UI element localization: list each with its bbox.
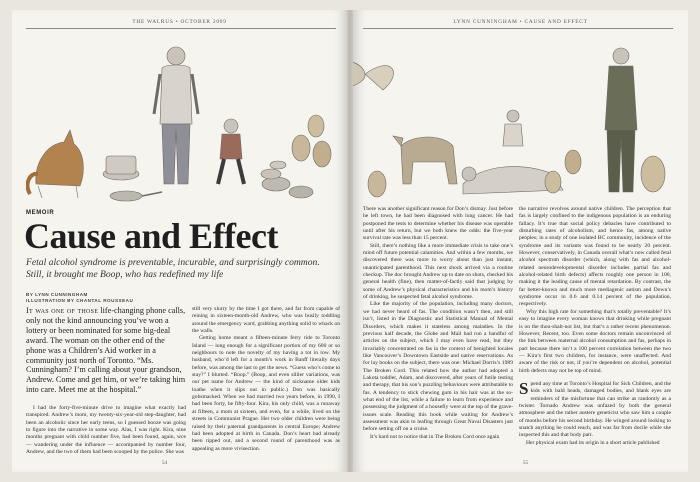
drop-cap: S [519,378,529,398]
lede-smallcaps: It was one of those [26,306,99,315]
woman-illustration [154,47,198,184]
body-column-4 [519,206,671,447]
paragraph: It’s hard not to notice that in The Broken Cord once again [370,433,500,440]
article-title: Cause and Effect [24,216,278,256]
flying-owl-illustration [353,61,393,90]
lede-text: life-changing phone calls, only not the kind announcing you’ve won a lottery or been nominated for some big-deal award. The woman on the other end of the phone was a Children’s Aid worker in a community just north of Toronto. “Ms. Cunningham? I’m calling about your grandson, Andrew. Come and get him, or we’re taking him into care. Meet me at the hospital.” [26,306,186,395]
owl-illustration [641,156,665,192]
child-illustration [503,110,523,146]
paragraph: Her physical exam had its origin in a short article published [526,439,660,446]
paragraph: Why this high rate for something that’s totally preventable? It’s easy to imagine every woman knows that drinking while pregnant is on the thou-shalt-not list, but that’s a rather recent phenomenon. However, Recent, too. Even some doctors remain unconvinced of the link between maternal alcohol consumption and fas, perhaps in part because there isn’t a 100 percent correlation between the two — Kira’s first two children, for instance, were unaffected. And aware of the risk or not, if you’re dependent on alcohol, potential birth defects may not be top of mind. [519,308,671,374]
header-rule [363,28,673,29]
fox-illustration [28,130,84,198]
owls-illustration [292,115,331,167]
running-head: LYNN CUNNINGHAM • CAUSE AND EFFECT [453,19,588,25]
kicker: MEMOIR [26,210,55,216]
paragraph: Like the majority of the population, including many doctors, we had never heard of fas. The condition wasn’t then, and still isn’t, listed in the Diagnostic and Statistical Manual of Mental Disorders, which makes it stateless among maladies. In the previous half decade, the Globe and Mail had run a handful of articles on the subject, which I may even have read, but they invariably concentrated on fas in the context of benighted locales like Vancouver’s Downtown Eastside and native reservations. As for lay books on the subject, there was one: Michael Dorris’s 1989 The Broken Cord. This related how the author had adopted a Lakota toddler, Adam, and discovered, after years of futile testing and therapy, that his son’s puzzling behaviours were attributable to fas. A tendency to stick chewing gum in his hair was at the so-what end of the list, while a failure to learn from experience and possessing the judgment of a housefly were at the top of the grave-issues scale. Reading this book while waiting for Andrew’s assessment was akin to leafing through Great Naval Disasters just before setting off on a cruise. [363,301,513,433]
man-illustration [605,48,637,192]
body-column-1 [26,405,186,456]
paragraph-dropcap [519,378,671,440]
byline-author: BY LYNN CUNNINGHAM [26,292,88,297]
left-page [12,10,347,472]
stones-illustration [261,161,313,198]
page-number: 54 [162,461,167,466]
wolf-illustration [393,136,457,184]
cookware-illustration [103,156,162,201]
dropcap-text: pend any time at Toronto’s Hospital for Sick Children, and the kids with bald heads, damaged bodies, and blank eyes are reminders of the misfortune that can strike as randomly as a twister. Tornado Andrew was unfazed by both the general atmosphere and the rather austere geneticist who saw him a couple of months before his second birthday. He winged around looking to snatch anything he could reach, and was far from docile while she inspected this and that body part. [519,380,671,439]
page-number: 55 [523,461,528,466]
article-dek: Fetal alcohol syndrome is preventable, incurable, and surprisingly common. Still, it brought me Boop, who has redefined my life [26,257,320,280]
body-column-2 [192,306,340,453]
header-rule [26,28,336,29]
paragraph: still very slurry by the time I got there, and far from capable of reining in sixteen-month-old Andrew, who was busily toddling around the emergency ward, grabbing anything solid to whack on the walls. [192,306,340,335]
lede-paragraph [26,306,186,395]
illustration-right [353,34,675,204]
illustration-left [26,34,347,204]
right-page [353,10,688,472]
child-illustration [218,119,244,184]
running-head: THE WALRUS • OCTOBER 2009 [132,19,227,25]
paragraph: Getting home meant a fifteen-minute ferry ride to Toronto Island — long enough for a significant portion of my 600 or so neighbours to note the novelty of my having a tot in tow. My husband, who’d left for a month’s work in Banff literally days before, was among the last to get the news. “Guess who’s come to stay?” I blurted. “Boop.” (Boop, and even sillier variations, was our pet name for Andrew — the kind of nickname older kids loathe when it slips out in public.) Don was basically gobsmacked. When we had married two years before, in 1990, I had been forty, he fifty-four. Kira, his only child, was a runaway at fifteen, a mom at sixteen, and even, for a while, lived on the streets in Communist Prague. Her two older children were being raised by their paternal grandparents in central Europe; Andrew had been adopted at birth in Canada. Don’s heart had already been ripped out, and a second round of parenthood was as appealing as more vivisection. [192,335,340,452]
byline-illustration: ILLUSTRATION BY CHANTAL ROUSSEAU [26,298,134,303]
body-column-3 [363,206,513,441]
paragraph: I had the forty-five-minute drive to imagine what exactly had transpired. Andrew’s mom, my twenty-six-year-old step-daughter, had been an alcoholic since her early teens, so I guessed booze was going to figure into the narrative in some way. Alas, I was right. Kira, nine months pregnant with child number five, had been found, again, wce — wandering under the influence — accompanied by number four, Andrew, and the two of them had been scooped by the police. She was [26,405,186,456]
paragraph: Still, there’s nothing like a more immediate crisis to take one’s mind off future potential calamities. And within a few months, we discovered there was more to worry about than just instant, unanticipated parenthood. This next shock arrived via a routine checkup. The doc brought Andrew up to date on shots, checked his general health (fine), then matter-of-factly said that judging by some of Andrew’s physical characteristics and his mom’s history of drinking, he suspected fetal alcohol syndrome. [363,242,513,301]
paragraph: There was another significant reason for Don’s dismay. Just before he left town, he had been diagnosed with lung cancer. He had postponed the tests to determine whether his disease was operable until after his return, but we both knew the odds: the five-year survival rate was less than 15 percent. [363,206,513,242]
paragraph: the narrative revolves around native children. The perception that fas is largely confined to the indigenous population is an enduring fallacy. It’s true that social policy debacles have contributed to disturbing rates of alcoholism, and hence fas, among native peoples; in a study of one isolated BC community, incidence of the syndrome and its variants was found to be nearly 20 percent. However, conservatively, in Canada overall what’s now called fetal alcohol spectrum disorder (which, along with fas and alcohol-related neurodevelopmental disorder includes partial fas and alcohol-related birth defects) affects roughly one person in 100, making it the leading cause of mental retardation. By contrast, the far better-known and much more mediagenic autism and Down’s syndrome occur in 0.6 and 0.14 percent of the population, respectively. [519,206,671,308]
